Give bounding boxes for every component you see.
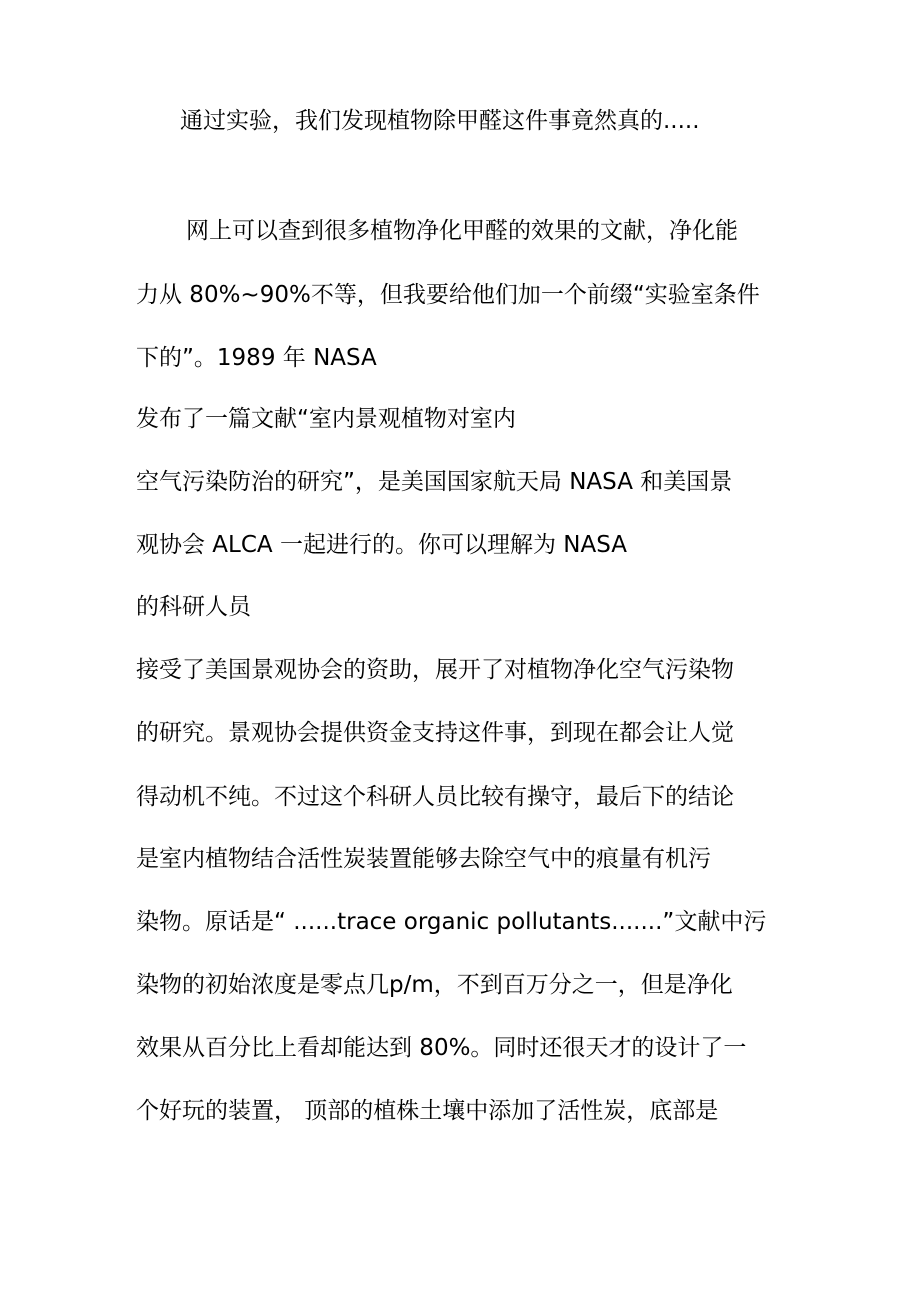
- paragraph-line: 的研究。景观协会提供资金支持这件事，到现在都会让人觉: [136, 720, 734, 746]
- paragraph-line: 空气污染防治的研究”，是美国国家航天局 NASA 和美国景: [136, 469, 733, 495]
- paragraph-line: 下的”。1989 年 NASA: [136, 345, 377, 371]
- paragraph-line: 是室内植物结合活性炭装置能够去除空气中的痕量有机污: [136, 846, 711, 872]
- paragraph-line: 染物。原话是“ ......trace organic pollutants.......”文献中污: [136, 909, 767, 935]
- document-title: 通过实验，我们发现植物除甲醛这件事竟然真的.....: [180, 108, 700, 134]
- paragraph-line: 效果从百分比上看却能达到 80%。同时还很天才的设计了一: [136, 1035, 747, 1061]
- paragraph-line: 观协会 ALCA 一起进行的。你可以理解为 NASA: [136, 532, 627, 558]
- paragraph-line: 发布了一篇文献“室内景观植物对室内: [136, 406, 516, 432]
- paragraph-line: 接受了美国景观协会的资助，展开了对植物净化空气污染物: [136, 657, 734, 683]
- paragraph-line: 力从 80%~90%不等，但我要给他们加一个前缀“实验室条件: [136, 282, 760, 308]
- paragraph-line: 网上可以查到很多植物净化甲醛的效果的文献，净化能: [186, 218, 738, 244]
- paragraph-line: 得动机不纯。不过这个科研人员比较有操守，最后下的结论: [136, 784, 734, 810]
- paragraph-line: 染物的初始浓度是零点几p/m，不到百万分之一，但是净化: [136, 972, 733, 998]
- paragraph-line: 的科研人员: [136, 594, 251, 620]
- paragraph-line: 个好玩的装置， 顶部的植株土壤中添加了活性炭，底部是: [136, 1098, 719, 1124]
